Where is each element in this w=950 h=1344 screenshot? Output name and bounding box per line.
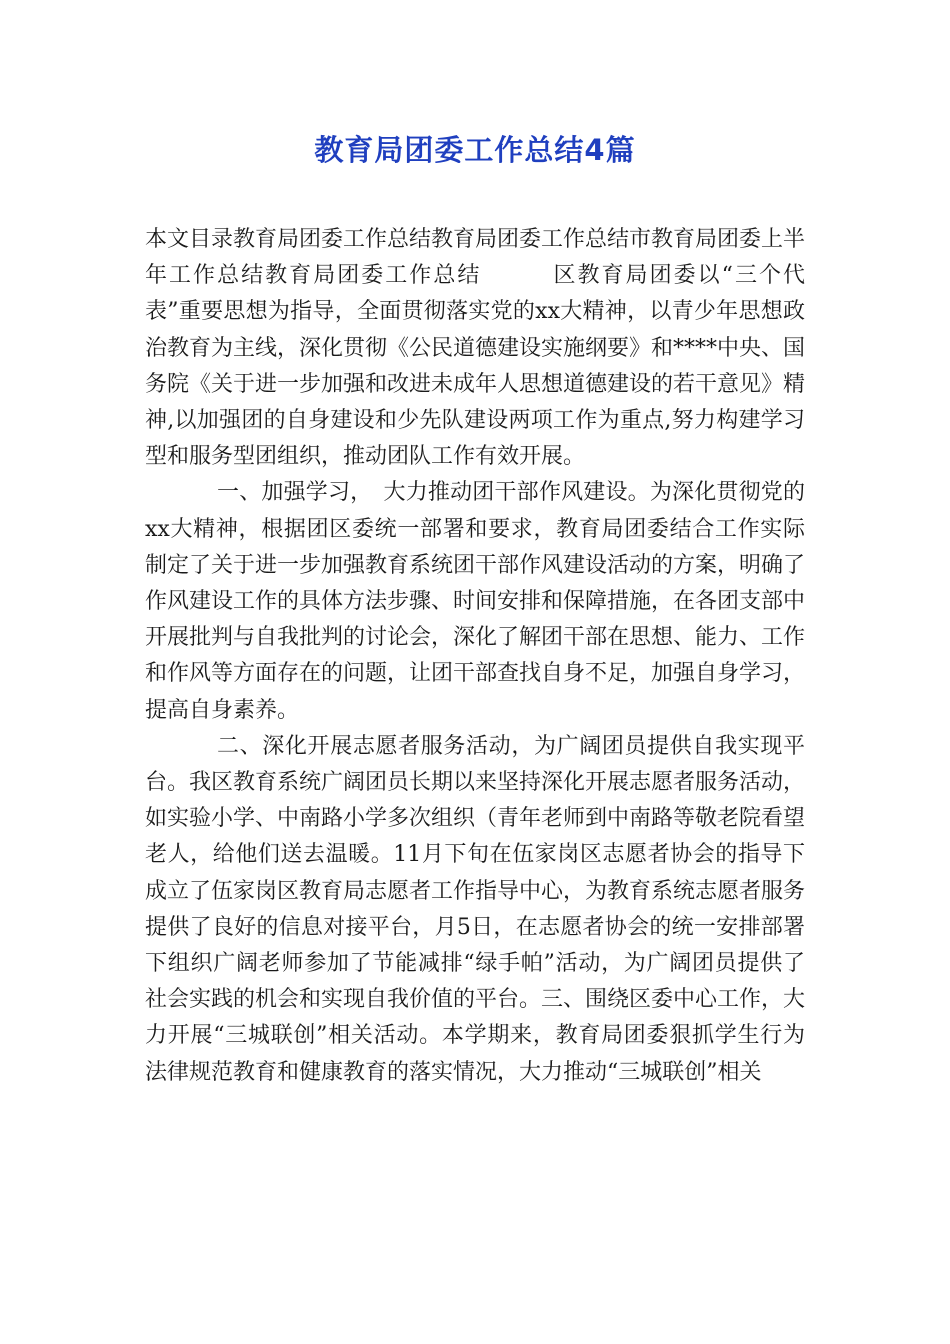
paragraph-section-2: 二、深化开展志愿者服务活动，为广阔团员提供自我实现平台。我区教育系统广阔团员长期以来坚持深化开展志愿者服务活动，如实验小学、中南路小学多次组织（青年老师到中南路等敬老院看望老人，给他们送去温暖。11月下旬在伍家岗区志愿者协会的指导下成立了伍家岗区教育局志愿者工作指导中心，为教育系统志愿者服务提供了良好的信息对接平台，月5日，在志愿者协会的统一安排部署下组织广阔老师参加了节能减排“绿手帕”活动，为广阔团员提供了社会实践的机会和实现自我价值的平台。三、围绕区委中心工作，大力开展“三城联创”相关活动。本学期来，教育局团委狠抓学生行为法律规范教育和健康教育的落实情况，大力推动“三城联创”相关 (145, 733, 806, 1085)
document-body (145, 222, 805, 1091)
document-title: 教育局团委工作总结4篇 (314, 133, 636, 167)
paragraph-intro: 本文目录教育局团委工作总结教育局团委工作总结市教育局团委上半年工作总结教育局团委工作总结 区教育局团委以“三个代表”重要思想为指导，全面贯彻落实党的xx大精神，以青少年思想政治教育为主线，深化贯彻《公民道德建设实施纲要》和****中央、国务院《关于进一步加强和改进未成年人思想道德建设的若干意见》精神,以加强团的自身建设和少先队建设两项工作为重点,努力构建学习型和服务型团组织，推动团队工作有效开展。 (145, 227, 806, 470)
paragraph-section-1: 一、加强学习， 大力推动团干部作风建设。为深化贯彻党的xx大精神，根据团区委统一部署和要求，教育局团委结合工作实际制定了关于进一步加强教育系统团干部作风建设活动的方案，明确了作风建设工作的具体方法步骤、时间安排和保障措施，在各团支部中开展批判与自我批判的讨论会，深化了解团干部在思想、能力、工作和作风等方面存在的问题，让团干部查找自身不足，加强自身学习，提高自身素养。 (145, 480, 806, 723)
